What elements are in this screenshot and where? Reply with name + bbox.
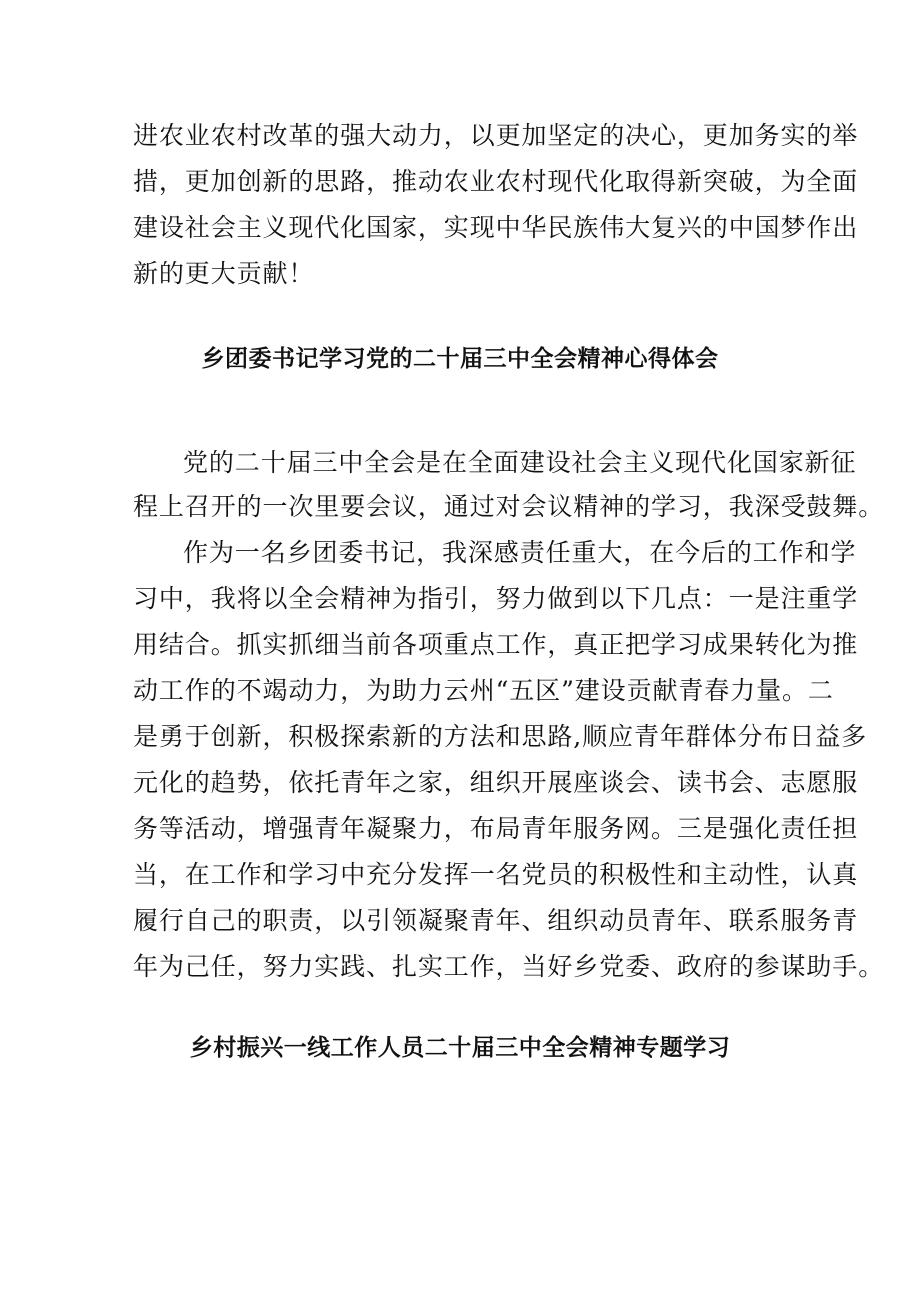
- paragraph-line: 履行自己的职责，以引领凝聚青年、组织动员青年、联系服务青: [133, 906, 859, 935]
- section-title: 乡村振兴一线工作人员二十届三中全会精神专题学习: [189, 1035, 731, 1061]
- paragraph-line: 当，在工作和学习中充分发挥一名党员的积极性和主动性，认真: [133, 860, 859, 889]
- paragraph-line: 程上召开的一次里要会议，通过对会议精神的学习，我深受鼓舞。: [133, 492, 885, 521]
- intro-line: 新的更大贡献！: [133, 259, 315, 288]
- paragraph-line: 党的二十届三中全会是在全面建设社会主义现代化国家新征: [183, 448, 857, 477]
- paragraph-line: 习中，我将以全会精神为指引，努力做到以下几点：一是注重学: [133, 584, 859, 613]
- intro-line: 建设社会主义现代化国家，实现中华民族伟大复兴的中国梦作出: [133, 213, 859, 242]
- paragraph-line: 是勇于创新，积极探索新的方法和思路,顺应青年群体分布日益多: [133, 722, 868, 751]
- paragraph-line: 元化的趋势，依托青年之家，组织开展座谈会、读书会、志愿服: [133, 768, 859, 797]
- paragraph-line: 作为一名乡团委书记，我深感责任重大，在今后的工作和学: [183, 538, 857, 567]
- section-title: 乡团委书记学习党的二十届三中全会精神心得体会: [201, 346, 719, 372]
- intro-line: 进农业农村改革的强大动力，以更加坚定的决心，更加务实的举: [133, 121, 859, 150]
- paragraph-line: 务等活动，增强青年凝聚力，布局青年服务网。三是强化责任担: [133, 814, 859, 843]
- paragraph-line: 年为己任，努力实践、扎实工作，当好乡党委、政府的参谋助手。: [133, 952, 885, 981]
- intro-line: 措，更加创新的思路，推动农业农村现代化取得新突破，为全面: [133, 167, 859, 196]
- paragraph-line: 动工作的不竭动力，为助力云州“五区”建设贡献青春力量。二: [133, 676, 834, 705]
- paragraph-line: 用结合。抓实抓细当前各项重点工作，真正把学习成果转化为推: [133, 630, 859, 659]
